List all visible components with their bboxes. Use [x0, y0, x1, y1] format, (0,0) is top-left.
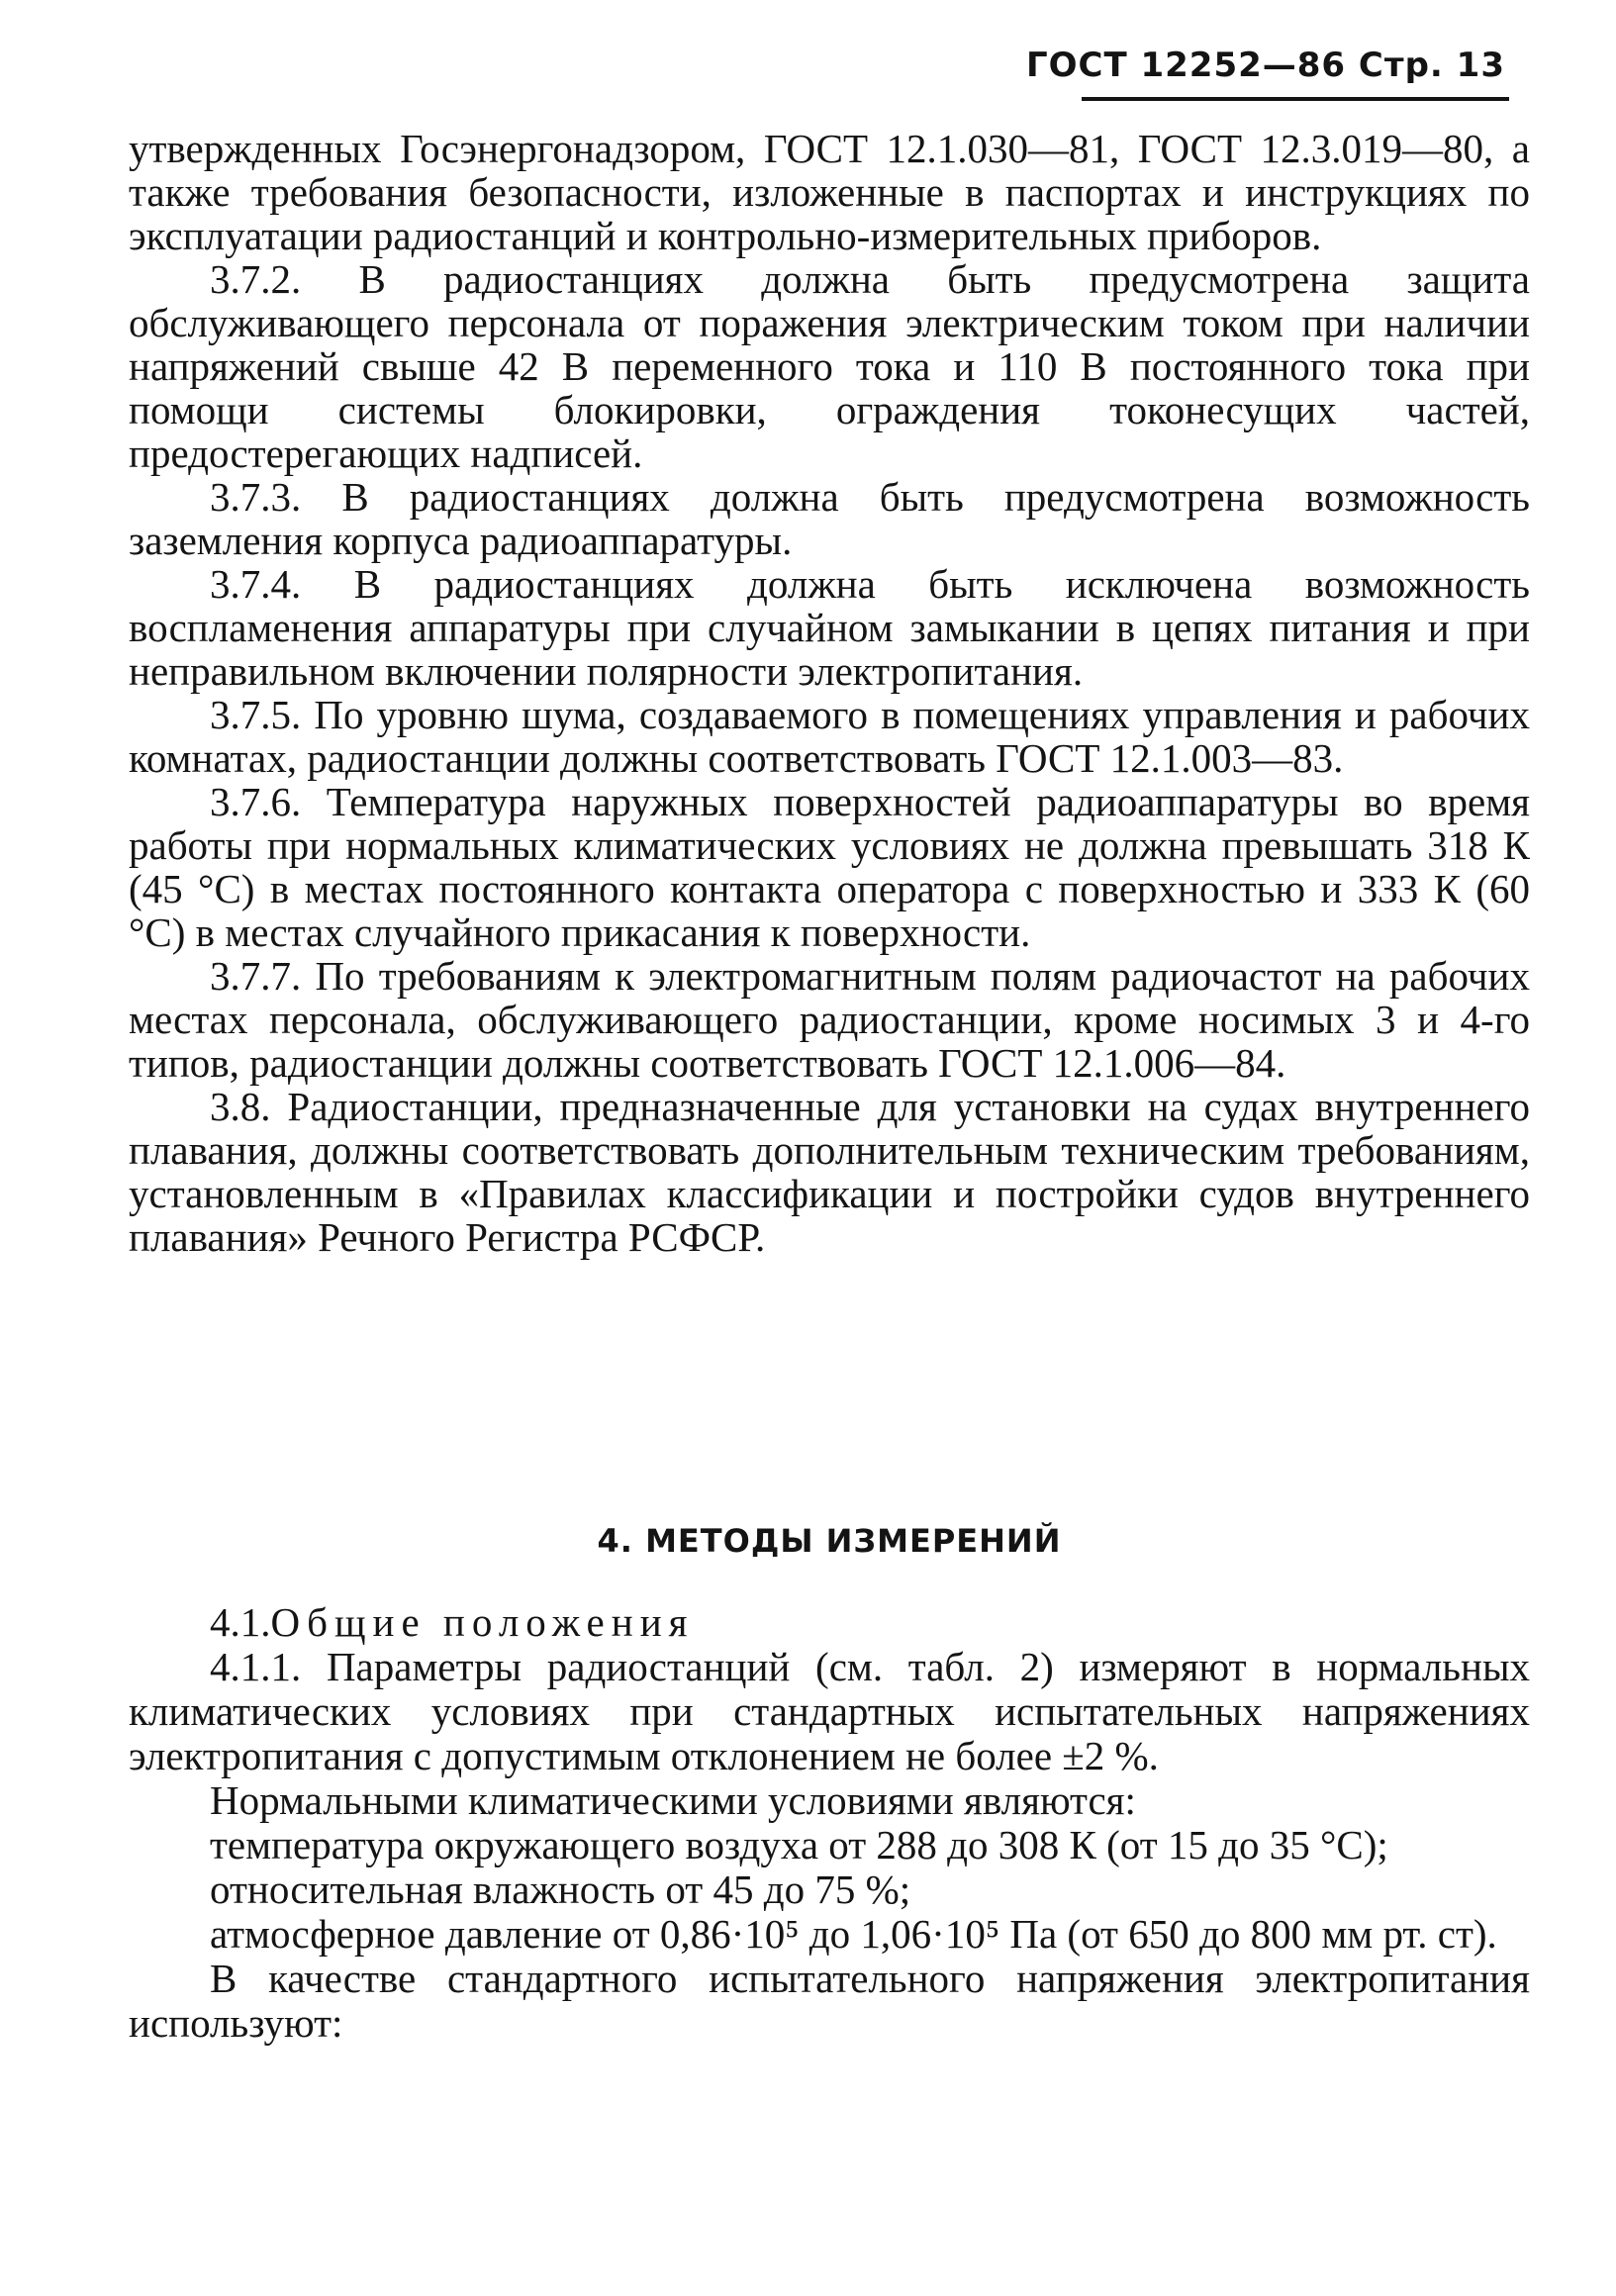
paragraph-humidity: относительная влажность от 45 до 75 %;: [210, 1866, 911, 1912]
paragraph-continuation: утвержденных Госэнергонадзором, ГОСТ 12.1.030—81, ГОСТ 12.3.019—80, а также требования безопасности, изложенные в паспортах и инструкциях по эксплуатации радиостанций и контрольно-измерительных приборов.: [129, 126, 1530, 258]
paragraph-3-7-6: 3.7.6. Температура наружных поверхностей радиоаппаратуры во время работы при нормальных климатических условиях не должна превышать 318 К (45 °С) в местах постоянного контакта оператора с поверхностью и 333 К (60 °С) в местах случайного прикасания к поверхности.: [129, 779, 1530, 955]
subsection-number: 4.1.: [210, 1599, 271, 1645]
paragraph-3-7-3: 3.7.3. В радиостанциях должна быть предусмотрена возможность заземления корпуса радиоаппаратуры.: [129, 474, 1530, 563]
paragraph-3-8: 3.8. Радиостанции, предназначенные для установки на судах внутреннего плавания, должны соответствовать дополнительным техническим требованиям, установленным в «Правилах классификации и постройки судов внутреннего плавания» Речного Регистра РСФСР.: [129, 1084, 1530, 1260]
section-title: 4. МЕТОДЫ ИЗМЕРЕНИЙ: [597, 1522, 1062, 1560]
header-rule: [1082, 97, 1509, 101]
paragraph-temperature: температура окружающего воздуха от 288 до 308 К (от 15 до 35 °С);: [210, 1822, 1388, 1867]
paragraph-3-7-2: 3.7.2. В радиостанциях должна быть предусмотрена защита обслуживающего персонала от поражения электрическим током при наличии напряжений свыше 42 В переменного тока и 110 В постоянного тока при помощи системы блокировки, ограждения токонесущих частей, предостерегающих надписей.: [129, 256, 1530, 476]
paragraph-normal-conditions: Нормальными климатическими условиями являются:: [210, 1777, 1136, 1823]
paragraph-4-1-1: 4.1.1. Параметры радиостанций (см. табл. 2) измеряют в нормальных климатических условиях при стандартных испытательных напряжениях электропитания с допустимым отклонением не более ±2 %.: [129, 1644, 1530, 1778]
subsection-title: Общие положения: [270, 1599, 695, 1645]
paragraph-3-7-5: 3.7.5. По уровню шума, создаваемого в помещениях управления и рабочих комнатах, радиостанции должны соответствовать ГОСТ 12.1.003—83.: [129, 692, 1530, 781]
paragraph-3-7-7: 3.7.7. По требованиям к электромагнитным полям радиочастот на рабочих местах персонала, обслуживающего радиостанции, кроме носимых 3 и 4-го типов, радиостанции должны соответствовать ГОСТ 12.1.006—84.: [129, 953, 1530, 1086]
paragraph-3-7-4: 3.7.4. В радиостанциях должна быть исключена возможность воспламенения аппаратуры при случайном замыкании в цепях питания и при неправильном включении полярности электропитания.: [129, 561, 1530, 694]
body-text-bottom: [129, 1600, 1530, 2046]
paragraph-pressure: атмосферное давление от 0,86·10⁵ до 1,06·10⁵ Па (от 650 до 800 мм рт. ст).: [210, 1911, 1497, 1957]
body-text-top: [129, 127, 1530, 1259]
subsection-heading: [129, 1600, 1530, 1645]
paragraph-test-voltage: В качестве стандартного испытательного напряжения электропитания используют:: [129, 1956, 1530, 2046]
page-header: ГОСТ 12252—86 Стр. 13: [1025, 46, 1505, 85]
